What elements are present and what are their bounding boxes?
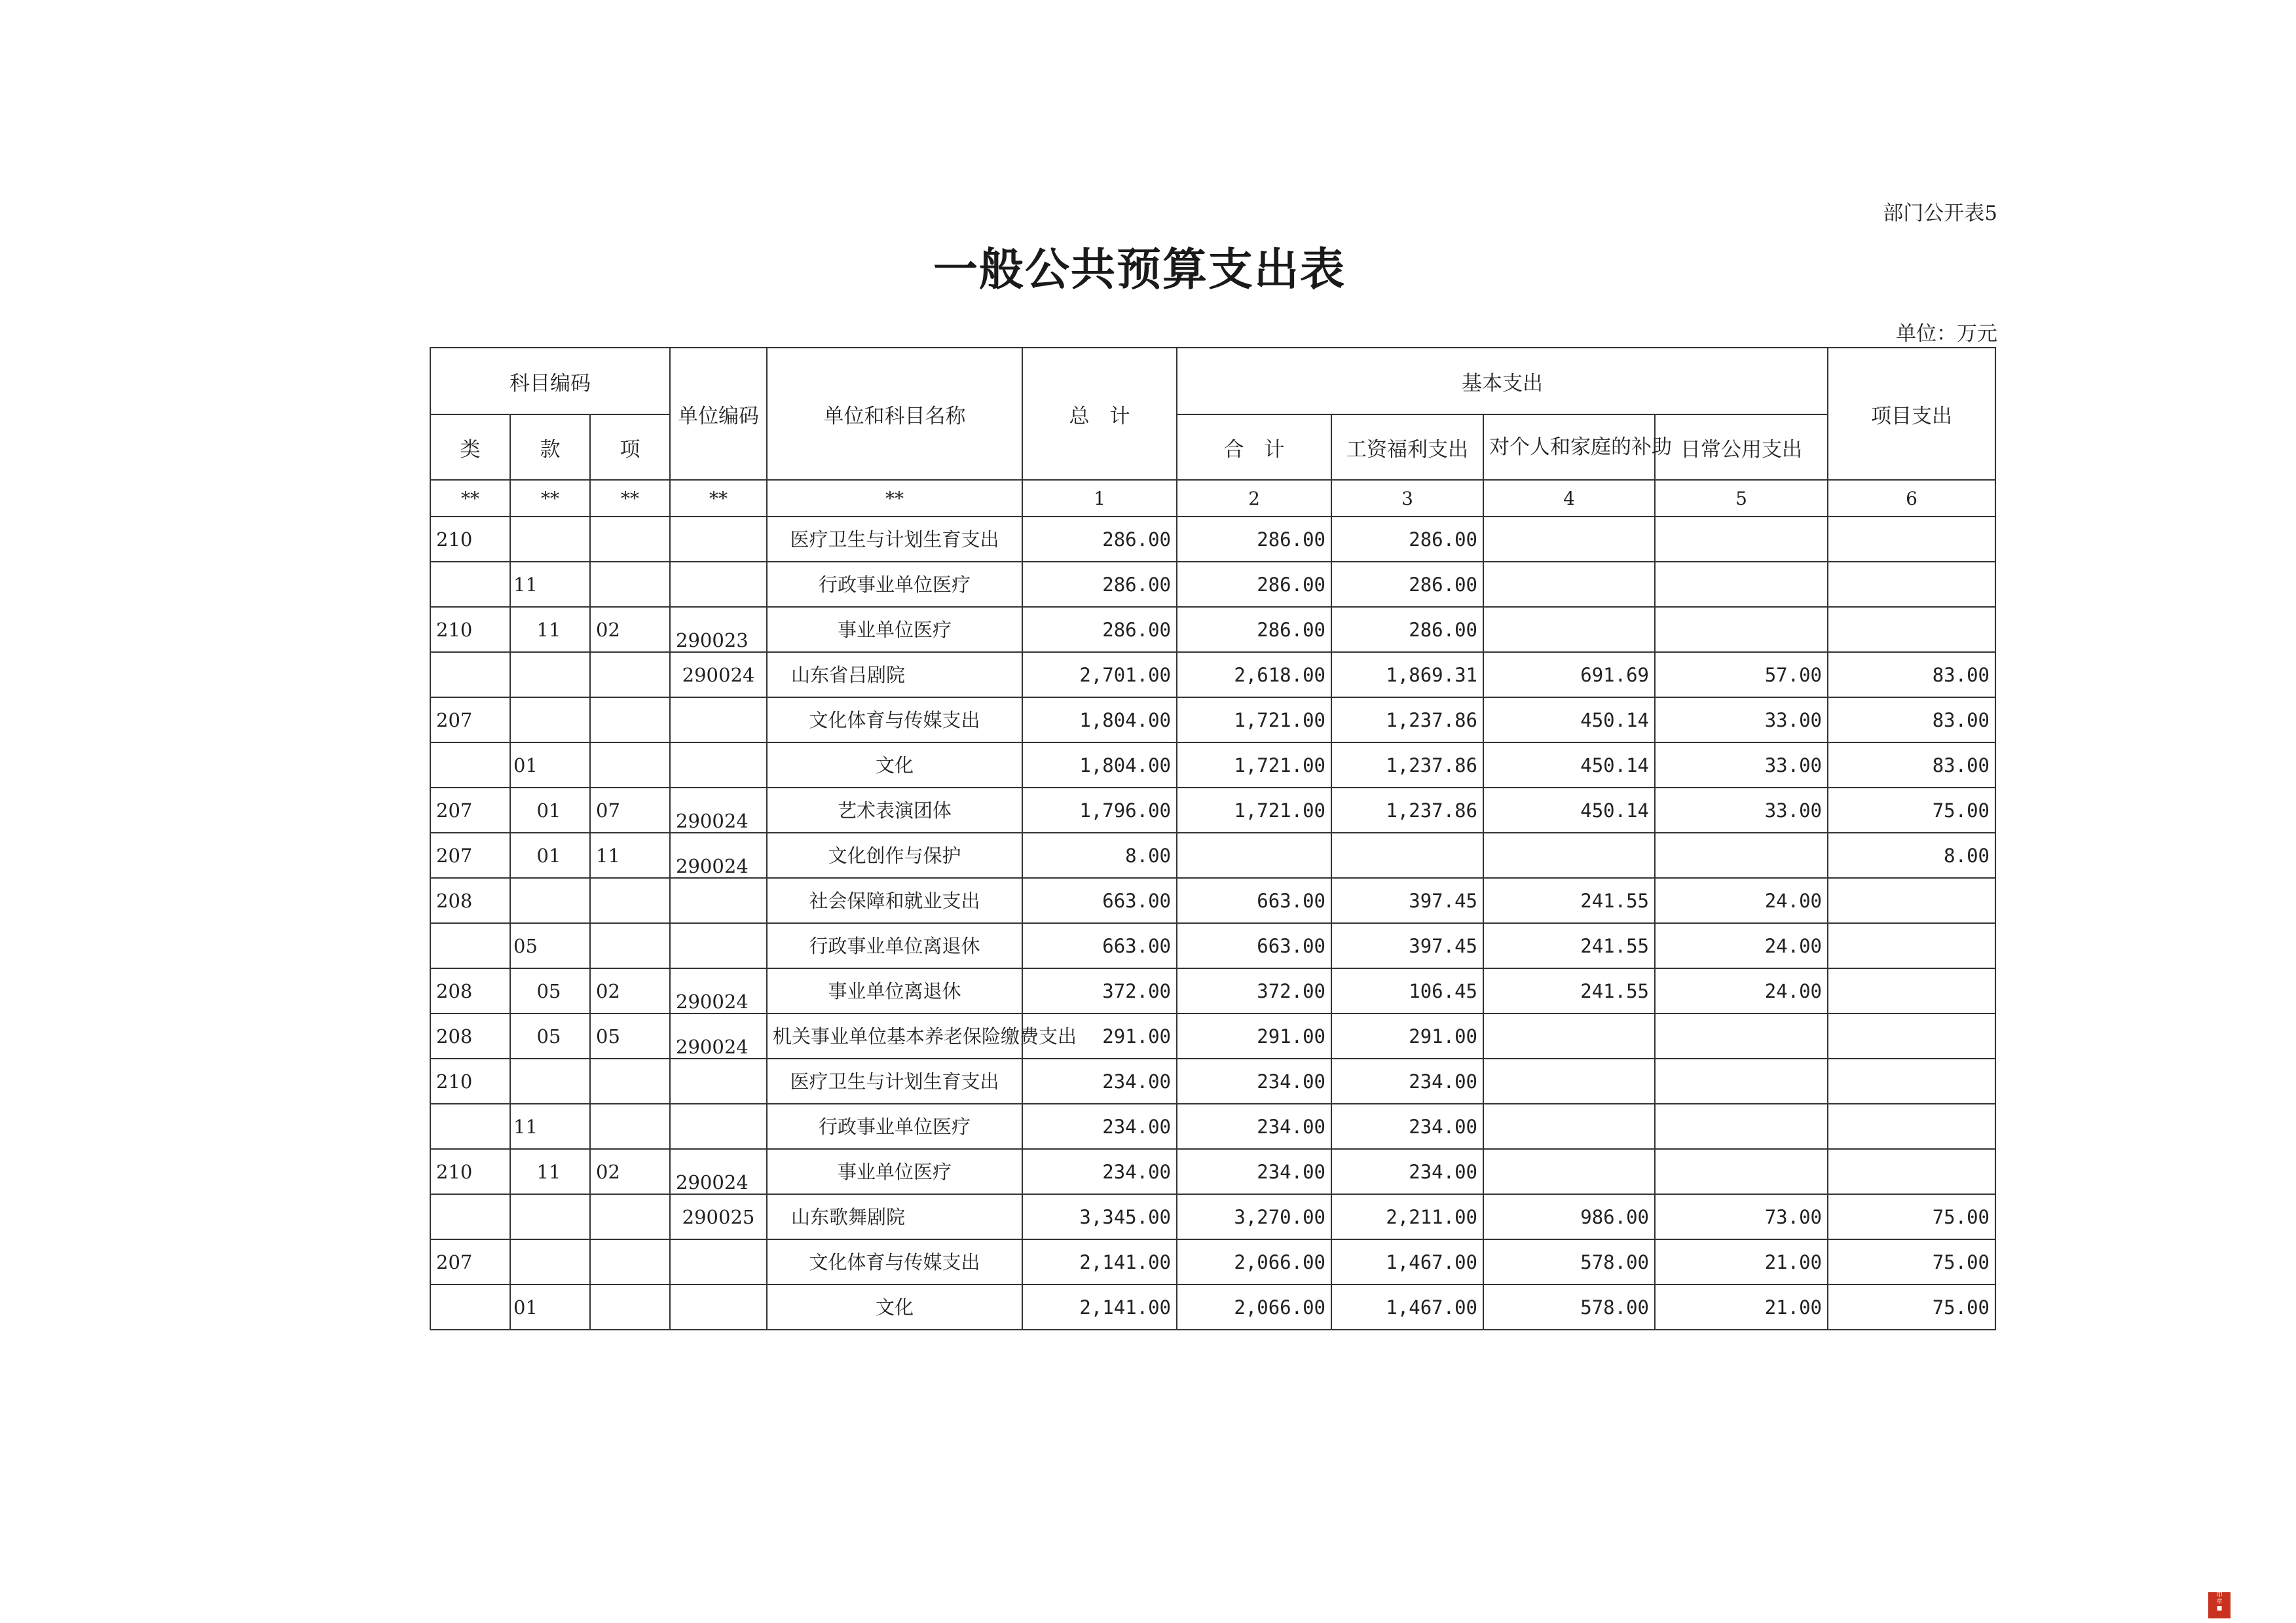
cell-basic-sum: 234.00	[1177, 1149, 1331, 1194]
table-row	[430, 788, 1995, 833]
index-cell: **	[670, 480, 767, 517]
header-kuan: 款	[510, 414, 590, 480]
header-project: 项目支出	[1828, 348, 1995, 480]
table-row	[430, 968, 1995, 1013]
cell-unit-code	[670, 697, 767, 742]
cell-xiang	[590, 517, 670, 562]
cell-lei: 207	[430, 1239, 510, 1285]
cell-basic-sum: 1,721.00	[1177, 697, 1331, 742]
table-row	[430, 742, 1995, 788]
cell-subsidy: 578.00	[1483, 1239, 1655, 1285]
cell-basic-sum: 372.00	[1177, 968, 1331, 1013]
cell-project	[1828, 1059, 1995, 1104]
cell-daily: 57.00	[1655, 652, 1828, 697]
cell-daily	[1655, 1104, 1828, 1149]
table-row	[430, 923, 1995, 968]
cell-unit-code	[670, 562, 767, 607]
cell-kuan: 11	[510, 1104, 590, 1149]
header-lei: 类	[430, 414, 510, 480]
cell-salary: 286.00	[1331, 607, 1483, 652]
cell-project	[1828, 923, 1995, 968]
cell-lei: 210	[430, 1059, 510, 1104]
cell-xiang: 02	[590, 1149, 670, 1194]
cell-total: 663.00	[1022, 923, 1177, 968]
cell-unit-code	[670, 1239, 767, 1285]
cell-total: 234.00	[1022, 1104, 1177, 1149]
cell-total: 2,141.00	[1022, 1285, 1177, 1330]
cell-daily: 21.00	[1655, 1239, 1828, 1285]
cell-total: 286.00	[1022, 562, 1177, 607]
cell-basic-sum: 2,618.00	[1177, 652, 1331, 697]
cell-project: 75.00	[1828, 788, 1995, 833]
table-body	[430, 480, 1995, 1330]
table-row	[430, 562, 1995, 607]
header-basic-sum: 合 计	[1177, 414, 1331, 480]
header-basic: 基本支出	[1177, 348, 1828, 414]
cell-basic-sum: 286.00	[1177, 562, 1331, 607]
table-row	[430, 652, 1995, 697]
cell-name: 文化	[767, 1285, 1022, 1330]
header-total: 总 计	[1022, 348, 1177, 480]
table-row	[430, 517, 1995, 562]
index-cell: **	[590, 480, 670, 517]
cell-subsidy	[1483, 833, 1655, 878]
cell-name: 山东歌舞剧院	[767, 1194, 1022, 1239]
table-row	[430, 607, 1995, 652]
table-row	[430, 1013, 1995, 1059]
table-row	[430, 878, 1995, 923]
cell-salary: 2,211.00	[1331, 1194, 1483, 1239]
cell-daily: 21.00	[1655, 1285, 1828, 1330]
cell-basic-sum: 234.00	[1177, 1104, 1331, 1149]
form-number: 部门公开表5	[1883, 202, 1997, 225]
cell-salary: 291.00	[1331, 1013, 1483, 1059]
cell-subsidy	[1483, 1104, 1655, 1149]
cell-name: 医疗卫生与计划生育支出	[767, 1059, 1022, 1104]
cell-basic-sum: 234.00	[1177, 1059, 1331, 1104]
cell-total: 234.00	[1022, 1059, 1177, 1104]
cell-unit-code: 290024	[670, 652, 767, 697]
cell-lei: 207	[430, 788, 510, 833]
cell-xiang: 02	[590, 607, 670, 652]
cell-name: 医疗卫生与计划生育支出	[767, 517, 1022, 562]
header-subject-code: 科目编码	[430, 348, 670, 414]
cell-lei: 210	[430, 607, 510, 652]
cell-xiang: 05	[590, 1013, 670, 1059]
cell-salary: 397.45	[1331, 878, 1483, 923]
cell-total: 1,796.00	[1022, 788, 1177, 833]
cell-unit-code: 290023	[670, 607, 767, 652]
cell-daily	[1655, 1059, 1828, 1104]
cell-subsidy	[1483, 1059, 1655, 1104]
cell-kuan: 11	[510, 562, 590, 607]
cell-subsidy: 450.14	[1483, 788, 1655, 833]
cell-name: 文化	[767, 742, 1022, 788]
cell-kuan	[510, 1059, 590, 1104]
header-xiang: 项	[590, 414, 670, 480]
page-title: 一般公共预算支出表	[933, 244, 1346, 296]
table-row	[430, 1149, 1995, 1194]
index-cell: 6	[1828, 480, 1995, 517]
cell-daily: 33.00	[1655, 742, 1828, 788]
cell-lei	[430, 1285, 510, 1330]
cell-name: 机关事业单位基本养老保险缴费支出	[767, 1013, 1022, 1059]
budget-table	[430, 347, 1996, 1330]
cell-total: 1,804.00	[1022, 697, 1177, 742]
cell-xiang	[590, 697, 670, 742]
cell-salary: 234.00	[1331, 1104, 1483, 1149]
cell-subsidy: 241.55	[1483, 923, 1655, 968]
cell-kuan: 05	[510, 923, 590, 968]
cell-name: 事业单位医疗	[767, 1149, 1022, 1194]
cell-total: 2,701.00	[1022, 652, 1177, 697]
table-row	[430, 1104, 1995, 1149]
cell-basic-sum: 663.00	[1177, 878, 1331, 923]
table-row	[430, 1285, 1995, 1330]
cell-lei: 207	[430, 697, 510, 742]
cell-daily	[1655, 517, 1828, 562]
table-row	[430, 1059, 1995, 1104]
table-row	[430, 833, 1995, 878]
cell-salary: 286.00	[1331, 517, 1483, 562]
cell-basic-sum: 286.00	[1177, 517, 1331, 562]
cell-daily: 24.00	[1655, 923, 1828, 968]
cell-lei	[430, 1104, 510, 1149]
cell-subsidy: 241.55	[1483, 878, 1655, 923]
cell-kuan: 01	[510, 1285, 590, 1330]
cell-xiang: 02	[590, 968, 670, 1013]
cell-daily: 24.00	[1655, 878, 1828, 923]
cell-unit-code	[670, 742, 767, 788]
cell-lei: 210	[430, 517, 510, 562]
cell-unit-code: 290025	[670, 1194, 767, 1239]
cell-project: 75.00	[1828, 1194, 1995, 1239]
cell-salary: 1,237.86	[1331, 788, 1483, 833]
cell-name: 行政事业单位离退休	[767, 923, 1022, 968]
corner-seal: 印 章 ■	[2208, 1592, 2231, 1618]
cell-daily	[1655, 607, 1828, 652]
cell-lei: 208	[430, 1013, 510, 1059]
cell-total: 2,141.00	[1022, 1239, 1177, 1285]
cell-unit-code: 290024	[670, 1149, 767, 1194]
cell-unit-code: 290024	[670, 1013, 767, 1059]
cell-total: 3,345.00	[1022, 1194, 1177, 1239]
cell-project: 8.00	[1828, 833, 1995, 878]
cell-project	[1828, 1104, 1995, 1149]
cell-lei	[430, 742, 510, 788]
cell-daily	[1655, 833, 1828, 878]
cell-total: 234.00	[1022, 1149, 1177, 1194]
cell-unit-code	[670, 878, 767, 923]
cell-subsidy	[1483, 562, 1655, 607]
cell-subsidy	[1483, 607, 1655, 652]
cell-project	[1828, 607, 1995, 652]
table-header	[430, 348, 1995, 480]
cell-total: 291.00	[1022, 1013, 1177, 1059]
cell-subsidy: 241.55	[1483, 968, 1655, 1013]
cell-basic-sum: 2,066.00	[1177, 1285, 1331, 1330]
cell-name: 事业单位离退休	[767, 968, 1022, 1013]
cell-xiang	[590, 562, 670, 607]
cell-kuan	[510, 517, 590, 562]
index-cell: 1	[1022, 480, 1177, 517]
cell-subsidy	[1483, 1149, 1655, 1194]
cell-total: 663.00	[1022, 878, 1177, 923]
cell-lei: 208	[430, 968, 510, 1013]
cell-unit-code	[670, 1104, 767, 1149]
cell-basic-sum: 291.00	[1177, 1013, 1331, 1059]
cell-name: 山东省吕剧院	[767, 652, 1022, 697]
cell-name: 文化体育与传媒支出	[767, 1239, 1022, 1285]
cell-xiang	[590, 1239, 670, 1285]
index-cell: 3	[1331, 480, 1483, 517]
cell-xiang	[590, 923, 670, 968]
cell-name: 事业单位医疗	[767, 607, 1022, 652]
cell-name: 文化创作与保护	[767, 833, 1022, 878]
cell-lei	[430, 562, 510, 607]
cell-xiang	[590, 1285, 670, 1330]
header-daily: 日常公用支出	[1655, 414, 1828, 480]
cell-subsidy: 578.00	[1483, 1285, 1655, 1330]
cell-total: 372.00	[1022, 968, 1177, 1013]
header-unit-code: 单位编码	[670, 348, 767, 480]
cell-project: 83.00	[1828, 742, 1995, 788]
cell-project	[1828, 517, 1995, 562]
cell-project	[1828, 968, 1995, 1013]
cell-salary: 1,467.00	[1331, 1239, 1483, 1285]
cell-daily	[1655, 562, 1828, 607]
cell-unit-code	[670, 1059, 767, 1104]
cell-project	[1828, 878, 1995, 923]
cell-subsidy: 450.14	[1483, 697, 1655, 742]
cell-unit-code	[670, 1285, 767, 1330]
cell-lei: 210	[430, 1149, 510, 1194]
cell-kuan	[510, 1194, 590, 1239]
cell-daily: 73.00	[1655, 1194, 1828, 1239]
cell-total: 8.00	[1022, 833, 1177, 878]
cell-daily	[1655, 1013, 1828, 1059]
cell-xiang	[590, 652, 670, 697]
cell-salary: 1,467.00	[1331, 1285, 1483, 1330]
cell-unit-code: 290024	[670, 788, 767, 833]
cell-xiang: 11	[590, 833, 670, 878]
cell-xiang	[590, 878, 670, 923]
cell-xiang	[590, 1104, 670, 1149]
cell-name: 艺术表演团体	[767, 788, 1022, 833]
cell-project	[1828, 1013, 1995, 1059]
header-salary: 工资福利支出	[1331, 414, 1483, 480]
table-row	[430, 1239, 1995, 1285]
cell-unit-code	[670, 923, 767, 968]
cell-daily: 33.00	[1655, 788, 1828, 833]
cell-total: 286.00	[1022, 517, 1177, 562]
cell-kuan: 01	[510, 833, 590, 878]
index-cell: 5	[1655, 480, 1828, 517]
cell-project: 75.00	[1828, 1285, 1995, 1330]
cell-unit-code: 290024	[670, 833, 767, 878]
cell-daily: 24.00	[1655, 968, 1828, 1013]
cell-kuan	[510, 697, 590, 742]
cell-lei	[430, 652, 510, 697]
cell-basic-sum: 2,066.00	[1177, 1239, 1331, 1285]
cell-kuan: 05	[510, 1013, 590, 1059]
cell-total: 286.00	[1022, 607, 1177, 652]
cell-lei: 208	[430, 878, 510, 923]
cell-kuan: 05	[510, 968, 590, 1013]
cell-lei	[430, 1194, 510, 1239]
cell-salary: 397.45	[1331, 923, 1483, 968]
cell-salary: 1,237.86	[1331, 697, 1483, 742]
cell-project	[1828, 562, 1995, 607]
index-cell: **	[767, 480, 1022, 517]
cell-salary: 1,237.86	[1331, 742, 1483, 788]
cell-salary: 286.00	[1331, 562, 1483, 607]
cell-subsidy: 691.69	[1483, 652, 1655, 697]
table-row	[430, 697, 1995, 742]
cell-kuan: 11	[510, 607, 590, 652]
cell-name: 文化体育与传媒支出	[767, 697, 1022, 742]
cell-subsidy	[1483, 1013, 1655, 1059]
cell-kuan	[510, 878, 590, 923]
cell-unit-code	[670, 517, 767, 562]
cell-basic-sum: 663.00	[1177, 923, 1331, 968]
header-unit-name: 单位和科目名称	[767, 348, 1022, 480]
cell-kuan	[510, 652, 590, 697]
cell-daily: 33.00	[1655, 697, 1828, 742]
cell-name: 行政事业单位医疗	[767, 1104, 1022, 1149]
cell-project: 83.00	[1828, 697, 1995, 742]
index-cell: **	[430, 480, 510, 517]
cell-xiang	[590, 1059, 670, 1104]
cell-name: 行政事业单位医疗	[767, 562, 1022, 607]
cell-daily	[1655, 1149, 1828, 1194]
index-cell: 2	[1177, 480, 1331, 517]
index-cell: 4	[1483, 480, 1655, 517]
cell-salary: 106.45	[1331, 968, 1483, 1013]
cell-project	[1828, 1149, 1995, 1194]
cell-lei: 207	[430, 833, 510, 878]
cell-lei	[430, 923, 510, 968]
cell-kuan: 01	[510, 742, 590, 788]
table-row	[430, 1194, 1995, 1239]
cell-total: 1,804.00	[1022, 742, 1177, 788]
cell-project: 75.00	[1828, 1239, 1995, 1285]
cell-basic-sum: 1,721.00	[1177, 742, 1331, 788]
cell-project: 83.00	[1828, 652, 1995, 697]
header-subsidy: 对个人和家庭的补助	[1483, 414, 1655, 480]
cell-kuan: 11	[510, 1149, 590, 1194]
cell-xiang	[590, 1194, 670, 1239]
unit-label: 单位：万元	[1896, 322, 1997, 346]
cell-subsidy	[1483, 517, 1655, 562]
index-cell: **	[510, 480, 590, 517]
cell-basic-sum	[1177, 833, 1331, 878]
cell-kuan	[510, 1239, 590, 1285]
cell-basic-sum: 3,270.00	[1177, 1194, 1331, 1239]
cell-kuan: 01	[510, 788, 590, 833]
cell-basic-sum: 1,721.00	[1177, 788, 1331, 833]
cell-salary: 234.00	[1331, 1059, 1483, 1104]
cell-subsidy: 986.00	[1483, 1194, 1655, 1239]
cell-name: 社会保障和就业支出	[767, 878, 1022, 923]
cell-unit-code: 290024	[670, 968, 767, 1013]
cell-salary	[1331, 833, 1483, 878]
cell-subsidy: 450.14	[1483, 742, 1655, 788]
index-row	[430, 480, 1995, 517]
cell-salary: 1,869.31	[1331, 652, 1483, 697]
cell-xiang	[590, 742, 670, 788]
cell-xiang: 07	[590, 788, 670, 833]
cell-basic-sum: 286.00	[1177, 607, 1331, 652]
cell-salary: 234.00	[1331, 1149, 1483, 1194]
